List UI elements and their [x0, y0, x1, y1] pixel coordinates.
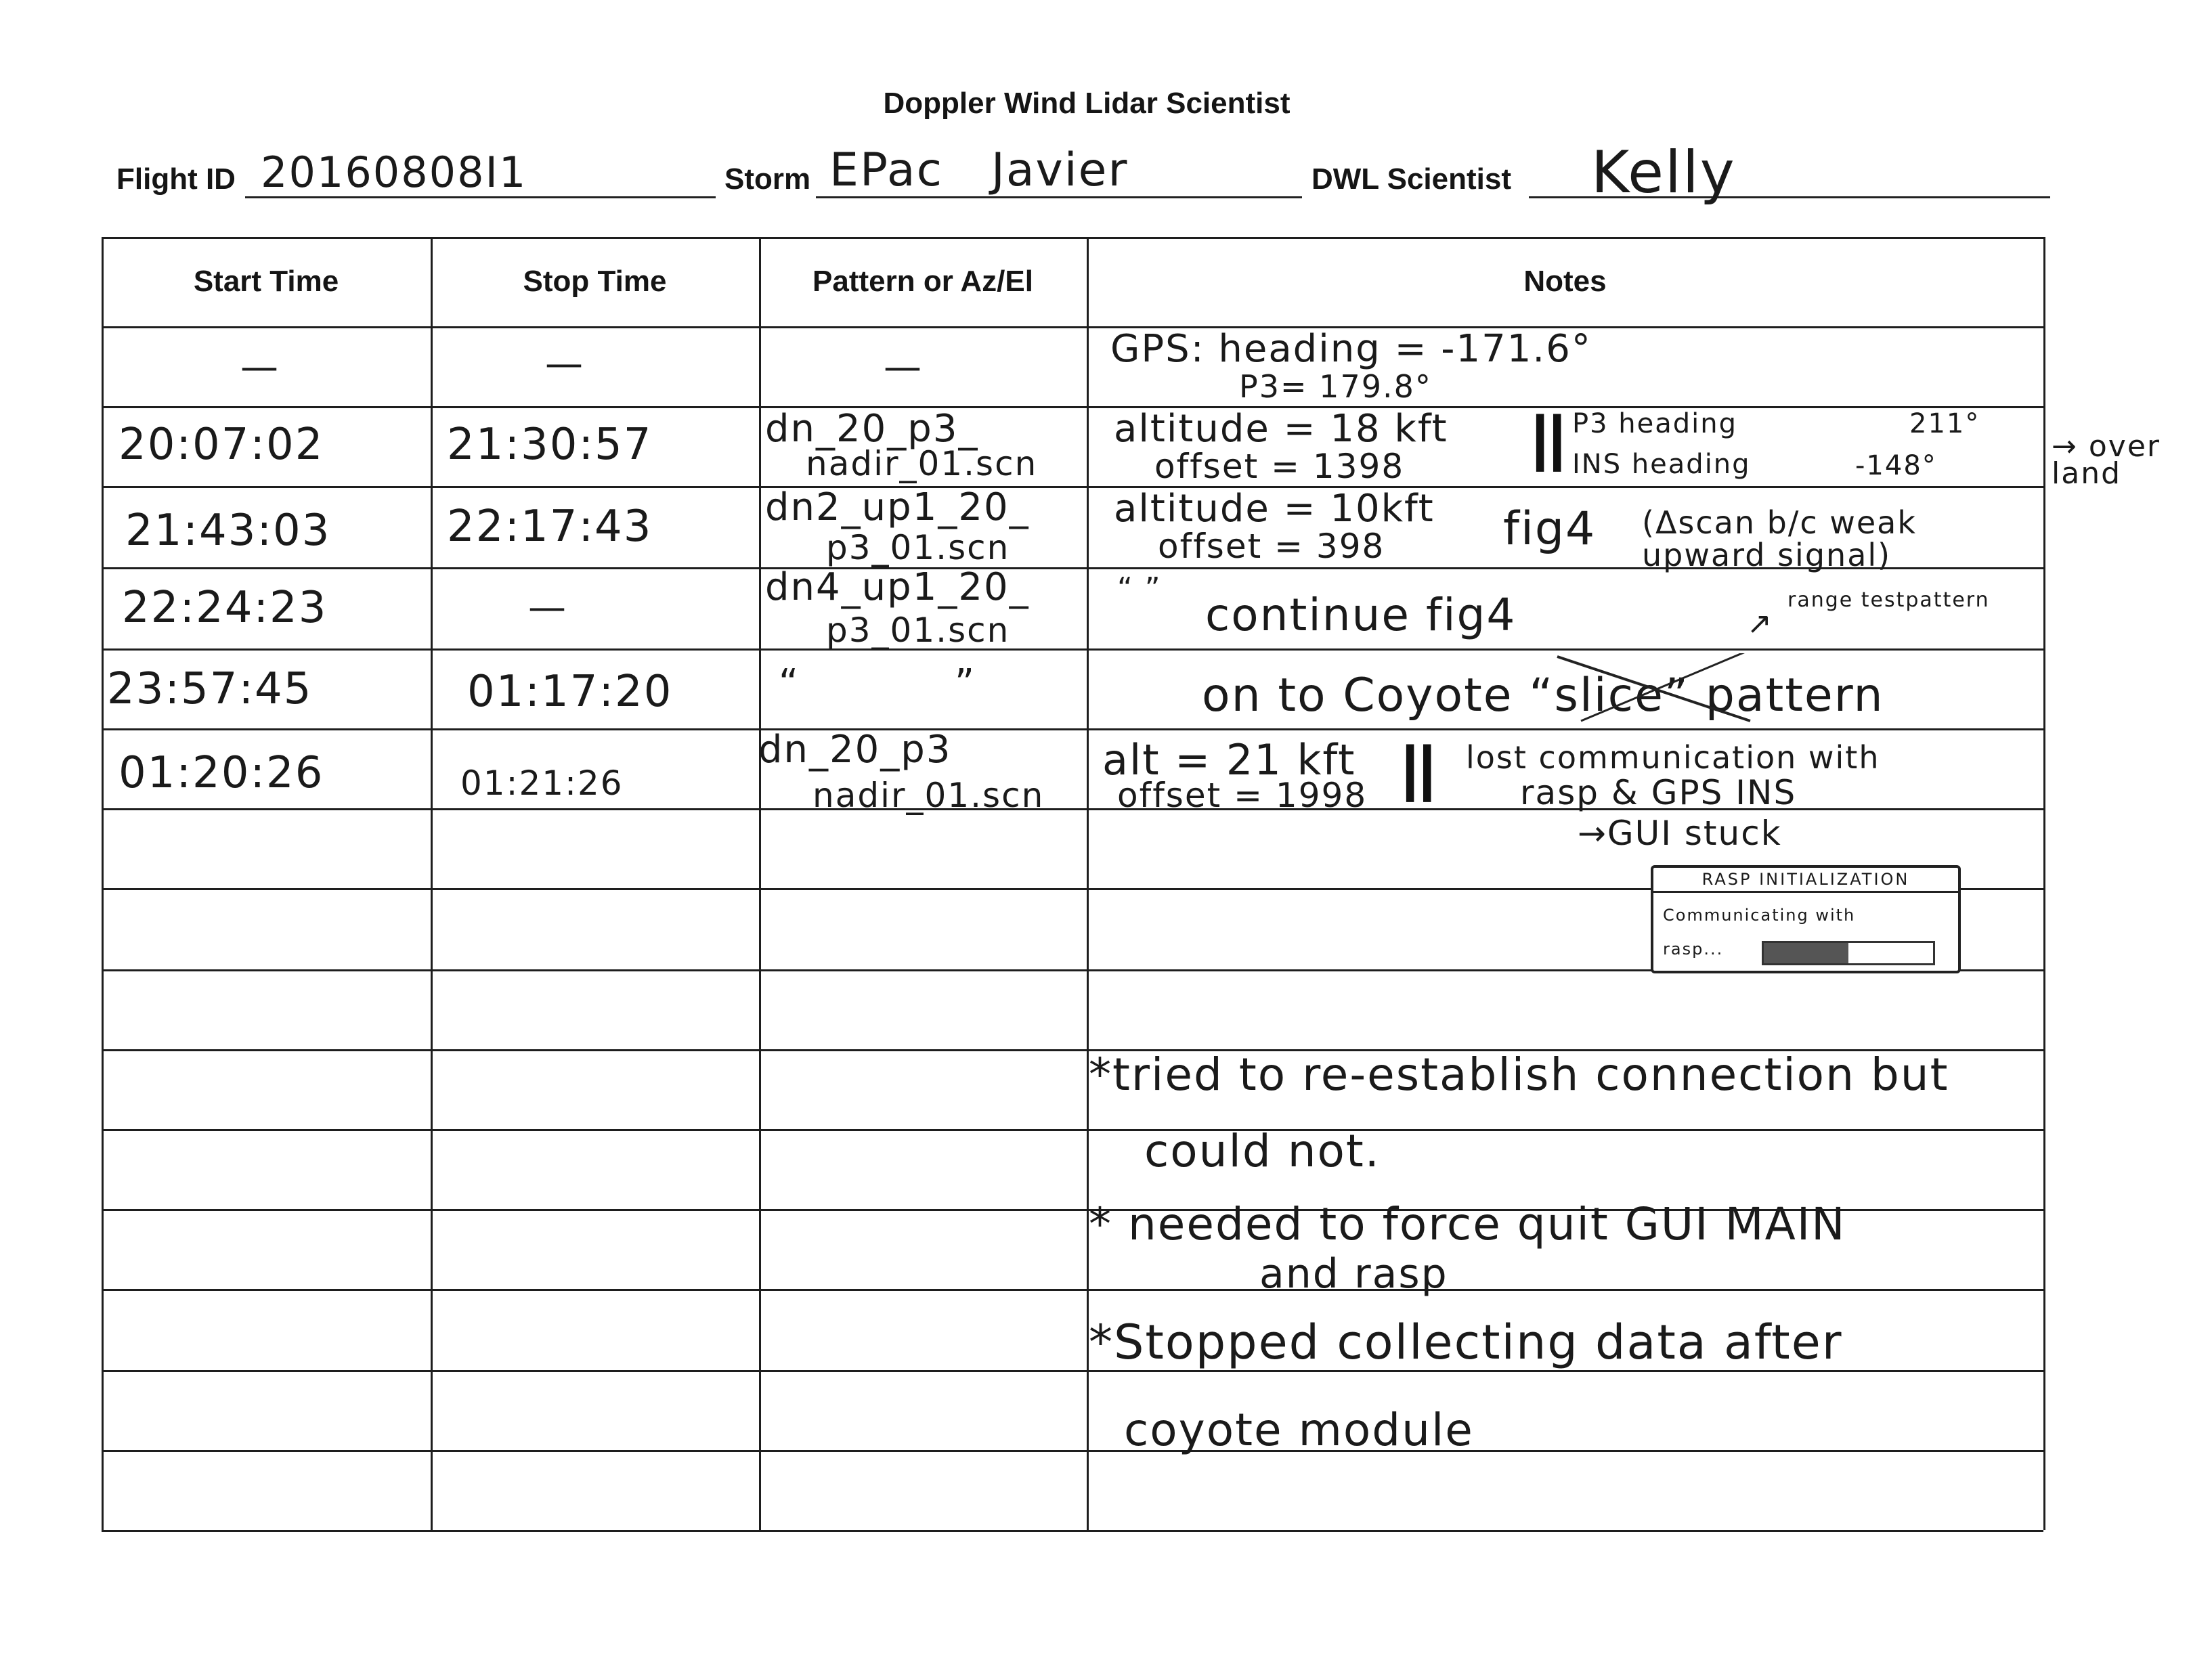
note-over-land: → over land — [2052, 429, 2161, 491]
strike-through-mark — [1554, 653, 1764, 728]
row-divider — [102, 326, 2043, 328]
start-time-cell: 21:43:03 — [125, 506, 331, 556]
start-time-cell: — — [240, 345, 280, 389]
stop-time-cell: 01:21:26 — [460, 764, 624, 803]
pattern-cell: — — [884, 345, 923, 389]
note-tried-reestablish: *tried to re-establish connection but — [1089, 1049, 1949, 1101]
flight-id-label: Flight ID — [116, 162, 236, 196]
pattern-cell: “ — [779, 661, 800, 705]
row-divider — [102, 1289, 2043, 1291]
start-time-cell: 01:20:26 — [118, 748, 324, 798]
table-border-bottom — [102, 1530, 2043, 1532]
note-fig4: fig4 — [1503, 502, 1597, 556]
rasp-sketch-text: rasp... — [1663, 940, 1724, 959]
rasp-progress-bar — [1762, 941, 1935, 965]
row-divider — [102, 1370, 2043, 1372]
note-rasp-gps-ins: rasp & GPS INS — [1520, 773, 1797, 812]
note-p3-heading: P3= 179.8° — [1239, 368, 1432, 405]
pattern-cell-ditto: ” — [955, 661, 976, 705]
note-offset: offset = 1398 — [1154, 447, 1405, 486]
col-divider — [2043, 237, 2045, 1530]
header-start-time: Start Time — [193, 265, 339, 298]
note-could-not: could not. — [1144, 1125, 1381, 1177]
note-and-rasp: and rasp — [1259, 1250, 1448, 1298]
row-divider — [102, 486, 2043, 488]
row-divider — [102, 1129, 2043, 1131]
note-lost-communication: lost communication with — [1466, 739, 1880, 776]
row-divider — [102, 1450, 2043, 1452]
pattern-cell-continued: nadir_01.scn — [812, 776, 1045, 815]
rasp-progress-fill — [1764, 943, 1848, 963]
col-divider — [431, 237, 433, 1530]
note-offset: offset = 1998 — [1117, 776, 1368, 815]
row-divider — [102, 648, 2043, 651]
note-p3-heading-value: 211° — [1909, 408, 1980, 439]
start-time-cell: 20:07:02 — [118, 420, 324, 470]
dwl-scientist-value: Kelly — [1591, 139, 1736, 206]
form-title: Doppler Wind Lidar Scientist — [883, 87, 1291, 120]
note-range-test-pattern: range testpattern — [1787, 588, 1990, 612]
col-divider — [102, 237, 104, 1530]
note-altitude: altitude = 10kft — [1114, 487, 1435, 531]
note-p3-heading-label: P3 heading — [1572, 408, 1738, 439]
flight-id-value: 20160808I1 — [261, 148, 527, 197]
note-gui-stuck: →GUI stuck — [1578, 814, 1782, 853]
header-pattern: Pattern or Az/El — [812, 265, 1033, 298]
pattern-cell: dn2_up1_20_ — [765, 485, 1030, 529]
rasp-sketch-title: RASP INITIALIZATION — [1653, 868, 1958, 893]
note-scan-reason: (Δscan b/c weak upward signal) — [1642, 504, 1917, 574]
rasp-initialization-sketch — [1651, 865, 1961, 973]
pattern-cell: dn4_up1_20_ — [765, 565, 1030, 609]
col-divider — [759, 237, 761, 1530]
note-continue-fig4: continue fig4 — [1205, 589, 1517, 641]
double-bar-mark: || — [1402, 734, 1436, 802]
note-force-quit: * needed to force quit GUI MAIN — [1089, 1198, 1846, 1250]
pattern-cell: dn_20_p3 — [758, 728, 952, 772]
note-gps-heading: GPS: heading = -171.6° — [1110, 327, 1592, 371]
stop-time-cell: 01:17:20 — [467, 667, 673, 717]
stop-time-cell: — — [545, 342, 584, 386]
row-divider — [102, 728, 2043, 730]
stop-time-cell: — — [528, 586, 567, 630]
start-time-cell: 22:24:23 — [122, 583, 328, 633]
stop-time-cell: 22:17:43 — [447, 502, 653, 552]
range-arrow-mark: ↗ — [1747, 607, 1773, 641]
dwl-scientist-label: DWL Scientist — [1311, 162, 1512, 196]
note-stopped-collecting: *Stopped collecting data after — [1089, 1315, 1843, 1370]
note-coyote-pattern: on to Coyote “slice” pattern — [1202, 669, 1884, 722]
note-altitude: altitude = 18 kft — [1114, 407, 1448, 451]
row-divider — [102, 406, 2043, 408]
header-stop-time: Stop Time — [523, 265, 667, 298]
note-ins-heading-label: INS heading — [1572, 449, 1751, 480]
double-bar-mark: || — [1532, 404, 1566, 472]
rasp-sketch-text: Communicating with — [1663, 906, 1856, 925]
pattern-cell-continued: p3_01.scn — [826, 611, 1010, 650]
pattern-cell: dn_20_p3_ — [765, 407, 979, 451]
note-coyote-module: coyote module — [1124, 1404, 1474, 1456]
pattern-cell-continued: nadir_01.scn — [806, 444, 1038, 483]
header-notes: Notes — [1523, 265, 1607, 298]
storm-value: EPac Javier — [829, 144, 1129, 197]
stop-time-cell: 21:30:57 — [447, 420, 653, 470]
note-offset: offset = 398 — [1158, 527, 1385, 566]
note-alt: alt = 21 kft — [1102, 735, 1356, 785]
pattern-cell-continued: p3_01.scn — [826, 528, 1010, 567]
storm-label: Storm — [724, 162, 811, 196]
note-ditto: “ ” — [1117, 571, 1162, 606]
start-time-cell: 23:57:45 — [107, 664, 313, 714]
note-ins-heading-value: -148° — [1855, 450, 1937, 481]
